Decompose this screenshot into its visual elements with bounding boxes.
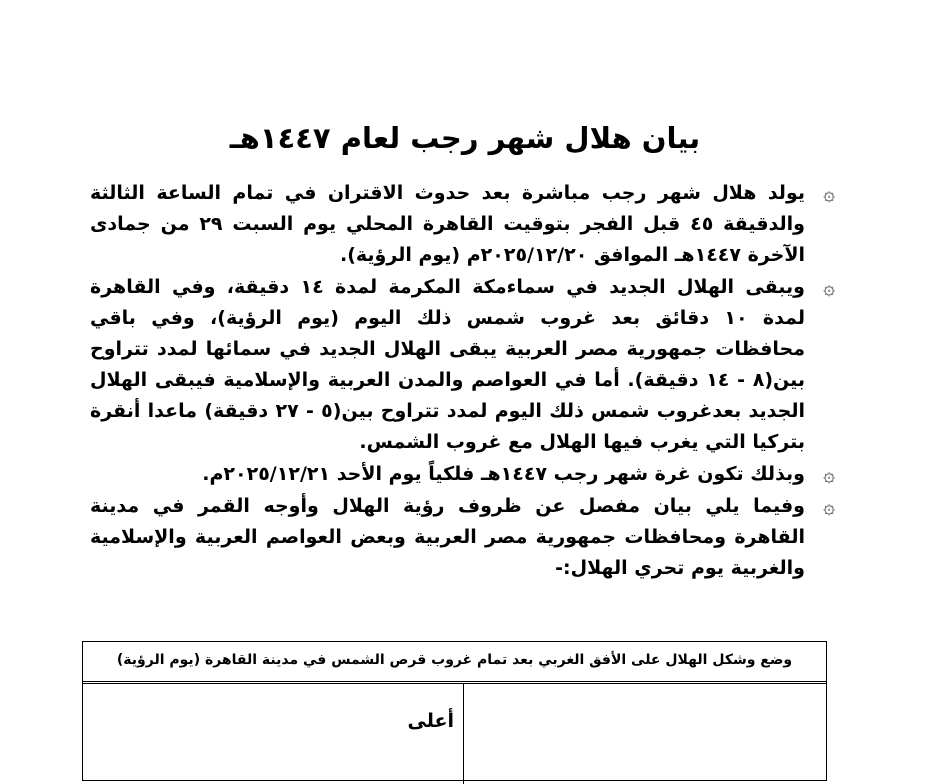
- table-column-divider: [463, 684, 464, 784]
- document-title: بيان هلال شهر رجب لعام ١٤٤٧هـ: [229, 121, 701, 155]
- paragraph-item: [90, 459, 835, 490]
- table-header: وضع وشكل الهلال على الأفق الغربي بعد تمام غروب قرص الشمس في مدينة القاهرة (يوم الرؤية): [83, 642, 826, 684]
- paragraph-text: وفيما يلي بيان مفصل عن ظروف رؤية الهلال وأوجه القمر في مدينة القاهرة ومحافظات جمهورية مصر العربية وبعض العواصم العربية والإسلامية والغربية يوم تحري الهلال:-: [90, 495, 805, 579]
- paragraph-text: ويبقى الهلال الجديد في سماءمكة المكرمة لمدة ١٤ دقيقة، وفي القاهرة لمدة ١٠ دقائق بعد غروب شمس ذلك اليوم (يوم الرؤية)، وفي باقي محافظات جمهورية مصر العربية يبقى الهلال الجديد في سمائها لمدد تتراوح بين(٨ - ١٤ دقيقة). أما في العواصم والمدن العربية والإسلامية فيبقى الهلال الجديد بعدغروب شمس ذلك اليوم لمدد تتراوح بين(٥ - ٢٧ دقيقة) ماعدا أنقرة بتركيا التي يغرب فيها الهلال مع غروب الشمس.: [90, 276, 806, 453]
- ornament-bullet-icon: ۞: [823, 462, 835, 486]
- paragraph-list: [90, 178, 835, 585]
- paragraph-text: وبذلك تكون غرة شهر رجب ١٤٤٧هـ فلكياً يوم الأحد ٢٠٢٥/١٢/٢١م.: [202, 463, 805, 485]
- ornament-bullet-icon: ۞: [823, 275, 835, 299]
- paragraph-item: [90, 491, 835, 584]
- row-label-top: أعلى: [407, 710, 454, 732]
- paragraph-text: يولد هلال شهر رجب مباشرة بعد حدوث الاقتران في تمام الساعة الثالثة والدقيقة ٤٥ قبل الفجر بتوقيت القاهرة المحلي يوم السبت ٢٩ من جمادى الآخرة ١٤٤٧هـ الموافق ٢٠٢٥/١٢/٢٠م (يوم الرؤية).: [90, 182, 805, 266]
- paragraph-item: [90, 178, 835, 271]
- paragraph-item: [90, 272, 835, 458]
- ornament-bullet-icon: ۞: [823, 494, 835, 518]
- ornament-bullet-icon: ۞: [823, 181, 835, 205]
- moon-position-table: [82, 641, 827, 781]
